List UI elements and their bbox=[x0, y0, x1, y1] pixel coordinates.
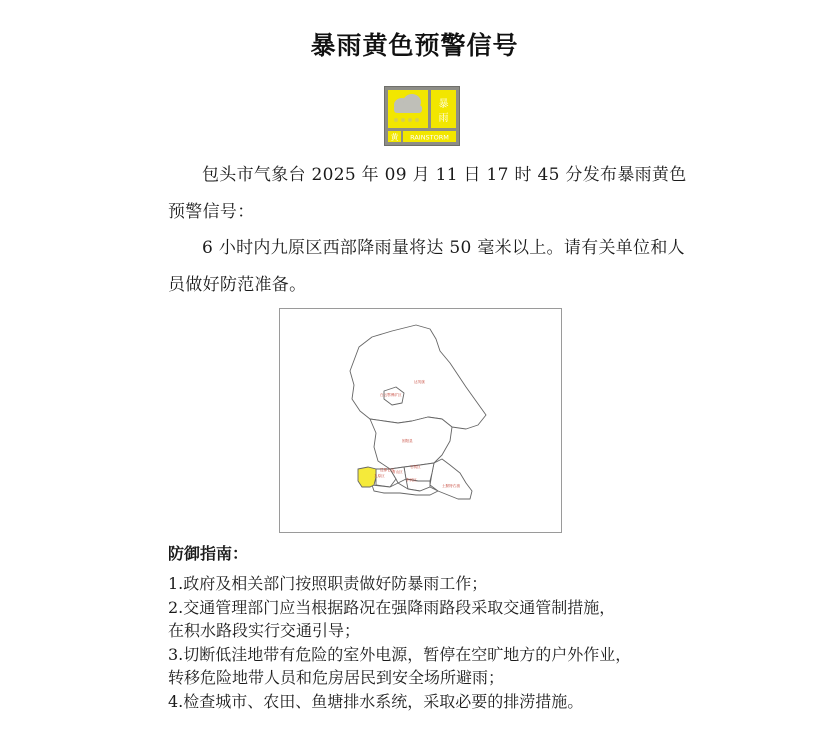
badge-label-top: 暴 bbox=[438, 99, 449, 110]
map-region-tumote bbox=[430, 459, 472, 499]
guide-item: 4.检查城市、农田、鱼塘排水系统，采取必要的排涝措施。 bbox=[168, 691, 584, 711]
map-label: 青山区 bbox=[392, 470, 403, 474]
guide-item: 1.政府及相关部门按照职责做好防暴雨工作； bbox=[168, 574, 488, 593]
map-region-damao bbox=[350, 325, 486, 429]
guide-item: 转移危险地带人员和危房居民到安全场所避雨； bbox=[168, 668, 505, 687]
badge-label-bottom: 雨 bbox=[438, 113, 449, 124]
guide-item: 2.交通管理部门应当根据路况在强降雨路段采取交通管制措施， bbox=[168, 597, 616, 617]
map-label: 昆都仑区 bbox=[380, 468, 395, 472]
map-label: 达茂旗 bbox=[414, 380, 425, 384]
guide-item: 在积水路段实行交通引导； bbox=[168, 621, 361, 640]
map-label: 白云鄂博矿区 bbox=[380, 393, 402, 397]
warning-badge-graphic bbox=[385, 87, 459, 145]
map-label: 石拐区 bbox=[410, 465, 421, 469]
map-label: 东河区 bbox=[406, 478, 417, 482]
baotou-district-map bbox=[280, 309, 561, 532]
badge-level-char: 黄 bbox=[390, 133, 399, 142]
map-label: 固阳县 bbox=[402, 439, 413, 443]
map-label: 土默特右旗 bbox=[442, 484, 460, 488]
guide-item: 3.切断低洼地带有危险的室外电源，暂停在空旷地方的户外作业， bbox=[168, 644, 632, 664]
announcement-paragraph: 包头市气象台 2025 年 09 月 11 日 17 时 45 分发布暴雨黄色预警信号： bbox=[168, 165, 687, 222]
forecast-paragraph: 6 小时内九原区西部降雨量将达 50 毫米以上。请有关单位和人员做好防范准备。 bbox=[168, 238, 685, 295]
defense-guide-list bbox=[168, 572, 708, 713]
rainstorm-yellow-warning-icon bbox=[384, 86, 460, 146]
map-label: 九原区 bbox=[374, 474, 385, 478]
page-title: 暴雨黄色预警信号 bbox=[310, 31, 519, 60]
warning-area-map bbox=[279, 308, 562, 533]
badge-english-label: RAINSTORM bbox=[410, 133, 449, 142]
defense-guide-title: 防御指南： bbox=[168, 544, 249, 563]
